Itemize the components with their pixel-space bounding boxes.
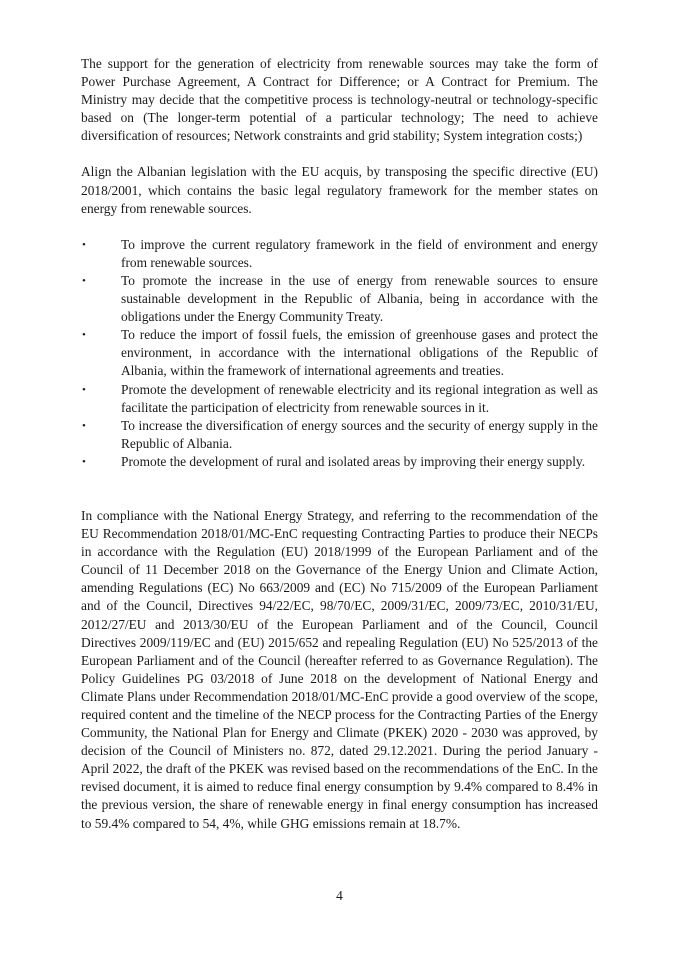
bullet-icon: •: [82, 419, 86, 432]
list-item-text: To improve the current regulatory framework in the field of environment and energy from renewable sources.: [121, 236, 598, 270]
paragraph-spacer: [81, 145, 598, 163]
paragraph-spacer: [81, 489, 598, 507]
bullet-icon: •: [82, 383, 86, 396]
list-item: [81, 326, 598, 380]
list-item-text: Promote the development of renewable electricity and its regional integration as well as facilitate the participation of electricity from renewable sources in it.: [121, 381, 598, 415]
document-page: [81, 55, 598, 833]
list-item: [81, 381, 598, 417]
list-item: [81, 236, 598, 272]
bullet-icon: •: [82, 455, 86, 468]
paragraph-spacer: [81, 471, 598, 489]
list-item-text: To reduce the import of fossil fuels, the emission of greenhouse gases and protect the environment, in accordance with the international obligations of the Republic of Albania, within the framework of international agreements and treaties.: [121, 327, 598, 379]
list-item-text: Promote the development of rural and isolated areas by improving their energy supply.: [121, 453, 586, 469]
list-item: [81, 453, 598, 471]
page-number: 4: [336, 888, 343, 903]
list-item: [81, 272, 598, 326]
objectives-list: [81, 236, 598, 471]
list-item: [81, 417, 598, 453]
bullet-icon: •: [82, 329, 86, 342]
list-item-text: To increase the diversification of energy sources and the security of energy supply in the Republic of Albania.: [121, 417, 598, 451]
paragraph-spacer: [81, 218, 598, 236]
bullet-icon: •: [82, 274, 86, 287]
paragraph-necp-compliance: In compliance with the National Energy Strategy, and referring to the recommendation of the EU Recommendation 2018/01/MC-EnC requesting Contracting Parties to produce their NECPs in accordance with the Regulation (EU) 2018/1999 of the European Parliament and of the Council of 11 December 2018 on the Governance of the Energy Union and Climate Action, amending Regulations (EC) No 663/2009 and (EC) No 715/2009 of the European Parliament and of the Council, Directives 94/22/EC, 98/70/EC, 2009/31/EC, 2009/73/EC, 2010/31/EU, 2012/27/EU and 2013/30/EU of the European Parliament and of the Council, Council Directives 2009/119/EC and (EU) 2015/652 and repealing Regulation (EU) No 525/2013 of the European Parliament and of the Council (hereafter referred to as Governance Regulation). The Policy Guidelines PG 03/2018 of June 2018 on the development of National Energy and Climate Plans under Recommendation 2018/01/MC-EnC provide a good overview of the scope, required content and the timeline of the NECP process for the Contracting Parties of the Energy Community, the National Plan for Energy and Climate (PKEK) 2020 - 2030 was approved, by decision of the Council of Ministers no. 872, dated 29.12.2021. During the period January - April 2022, the draft of the PKEK was revised based on the recommendations of the EnC. In the revised document, it is aimed to reduce final energy consumption by 9.4% compared to 8.4% in the previous version, the share of renewable energy in final energy consumption has increased to 59.4% compared to 54, 4%, while GHG emissions remain at 18.7%.: [81, 507, 598, 831]
bullet-icon: •: [82, 238, 86, 251]
list-item-text: To promote the increase in the use of energy from renewable sources to ensure sustainable development in the Republic of Albania, being in accordance with the obligations under the Energy Community Treaty.: [121, 272, 598, 325]
paragraph-align-legislation: Align the Albanian legislation with the EU acquis, by transposing the specific directive (EU) 2018/2001, which contains the basic legal regulatory framework for the member states on energy from renewable sources.: [81, 164, 598, 216]
paragraph-support-forms: The support for the generation of electricity from renewable sources may take the form of Power Purchase Agreement, A Contract for Difference; or A Contract for Premium. The Ministry may decide that the competitive process is technology-neutral or technology-specific based on (The longer-term potential of a particular technology; The need to achieve diversification of resources; Network constraints and grid stability; System integration costs;): [81, 56, 598, 144]
